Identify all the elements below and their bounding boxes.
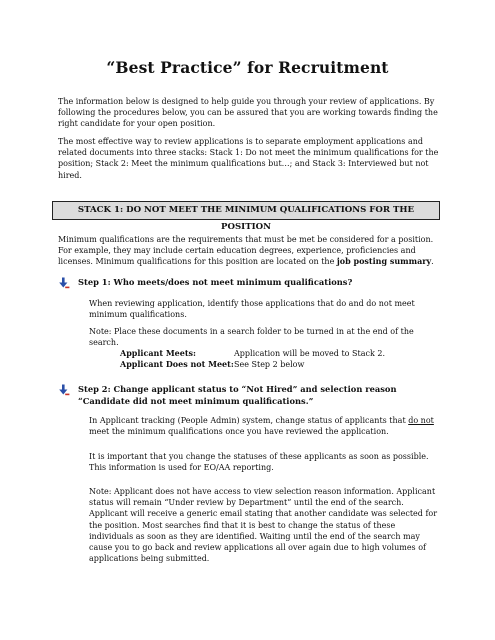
minimum-qualifications-paragraph (58, 234, 446, 268)
step-2-paragraph-1-start: In Applicant tracking (People Admin) system, change status of applicants that (89, 416, 409, 425)
step-2-heading: Step 2: Change applicant status to “Not Hired” and selection reason “Candidate did not meet minimum qualifications.” (78, 384, 397, 406)
page-title: “Best Practice” for Recruitment (106, 58, 389, 77)
down-arrow-bullet-icon (58, 277, 70, 289)
applicant-does-not-meet-label: Applicant Does not Meet: (120, 359, 234, 369)
minimum-qualifications-end: . (431, 257, 434, 267)
step-1-heading: Step 1: Who meets/does not meet minimum qualifications? (78, 277, 353, 287)
down-arrow-bullet-icon (58, 384, 70, 396)
applicant-does-not-meet-value: See Step 2 below (234, 360, 305, 369)
step-1-note: Note: Place these documents in a search folder to be turned in at the end of the search. (89, 327, 414, 348)
intro-paragraph-2: The most effective way to review applications is to separate employment applications and related documents into three stacks: Stack 1: Do not meet the minimum qualifications for the position; Stack 2: Meet the minimum qualifications but…; and Stack 3: Interviewed but not hired. (58, 137, 439, 180)
step-1-paragraph: When reviewing application, identify those applications that do and do not meet minimum qualifications. (89, 299, 415, 320)
minimum-qualifications-text: Minimum qualifications are the requirements that must be met be considered for a position. For example, they may include certain education degrees, experience, proficiencies and licenses. Minimum qualifications for this position are located on the (58, 235, 434, 267)
step-2-paragraph-1-end: meet the minimum qualifications once you have reviewed the application. (89, 427, 389, 437)
intro-paragraph-1: The information below is designed to help guide you through your review of applications. By following the procedures below, you can be assured that you are working towards finding the right candidate for your open position. (58, 97, 438, 129)
step-2-paragraph-2: It is important that you change the statuses of these applicants as soon as possible. This information is used for EO/AA reporting. (89, 452, 429, 473)
applicant-meets-value: Application will be moved to Stack 2. (234, 349, 385, 358)
step-2-note: Note: Applicant does not have access to view selection reason information. Applicant status will remain “Under review by Department” until the end of the search. Applicant will receive a generic email stating that another candidate was selected for the position. Most searches find that it is best to change the status of these individuals as soon as they are identified. Waiting until the end of the search may cause you to go back and review applications all over again due to high volumes of applications being submitted. (89, 487, 438, 564)
job-posting-summary-text: job posting summary (336, 256, 432, 267)
step-2-paragraph-1 (89, 415, 439, 437)
do-not-underlined-text: do not (408, 416, 434, 425)
applicant-meets-label: Applicant Meets: (120, 348, 197, 358)
stack-1-heading: STACK 1: DO NOT MEET THE MINIMUM QUALIFICATIONS FOR THE POSITION (52, 201, 440, 220)
